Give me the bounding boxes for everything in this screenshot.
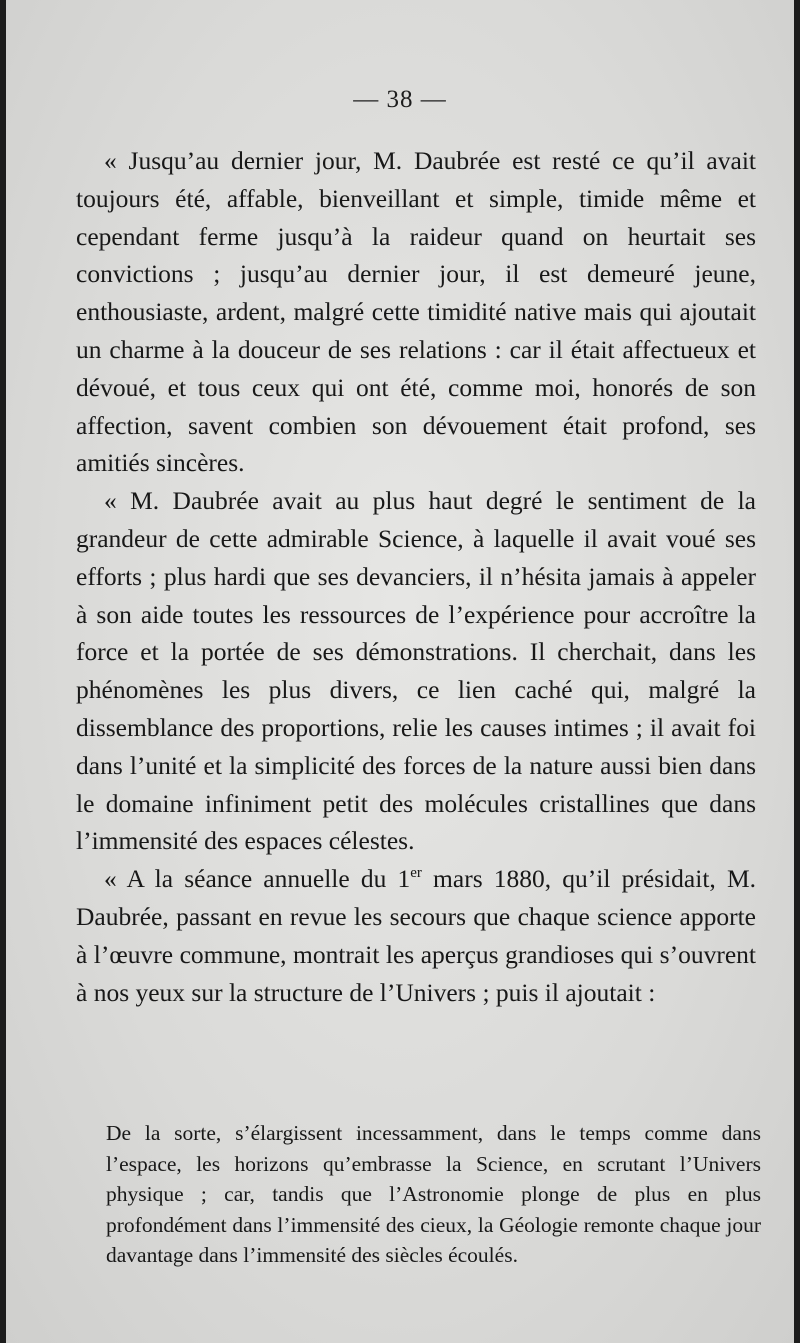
paragraph-1: « Jusqu’au dernier jour, M. Daubrée est resté ce qu’il avait toujours été, affable, bienveillant et simple, timide même et cependant ferme jusqu’à la raideur quand on heurtait ses convictions ; jusqu’au dernier jour, il est demeuré jeune, enthousiaste, ardent, malgré cette timidité native mais qui ajoutait un charme à la douceur de ses relations : car il était affectueux et dévoué, et tous ceux qui ont été, comme moi, honorés de son affection, savent combien son dévouement était profond, ses amitiés sincères. bbox=[76, 146, 756, 478]
ordinal-superscript: er bbox=[410, 865, 422, 882]
quote-text: De la sorte, s’élargissent incessamment, dans le temps comme dans l’espace, les horizons qu’embrasse la Science, en scrutant l’Univers physique ; car, tandis que l’Astronomie plonge de plus en plus profondément dans l’immensité des cieux, la Géologie remonte chaque jour davantage dans l’immensité des siècles écoulés. bbox=[106, 1121, 761, 1267]
block-quote bbox=[106, 1118, 761, 1271]
main-text bbox=[76, 142, 756, 1011]
paragraph-3-end: mars 1880, qu’il présidait, M. Daubrée, passant en revue les secours que chaque science apporte à l’œuvre commune, montrait les aperçus grandioses qui s’ouvrent à nos yeux sur la structure de l’Univers ; puis il ajoutait : bbox=[76, 864, 756, 1007]
paragraph-3 bbox=[76, 860, 756, 1011]
paragraph-3-start: « A la séance annuelle du 1 bbox=[104, 864, 411, 894]
page-number: — 38 — bbox=[353, 86, 447, 113]
paragraph-2: « M. Daubrée avait au plus haut degré le sentiment de la grandeur de cette admirable Science, à laquelle il avait voué ses efforts ; plus hardi que ses devanciers, il n’hésita jamais à appeler à son aide toutes les ressources de l’expérience pour accroître la force et la portée de ses démonstrations. Il cherchait, dans les phénomènes les plus divers, ce lien caché qui, malgré la dissemblance des proportions, relie les causes intimes ; il avait foi dans l’unité et la simplicité des forces de la nature aussi bien dans le domaine infiniment petit des molécules cristallines que dans l’immensité des espaces célestes. bbox=[76, 486, 756, 856]
book-page bbox=[6, 0, 794, 1343]
